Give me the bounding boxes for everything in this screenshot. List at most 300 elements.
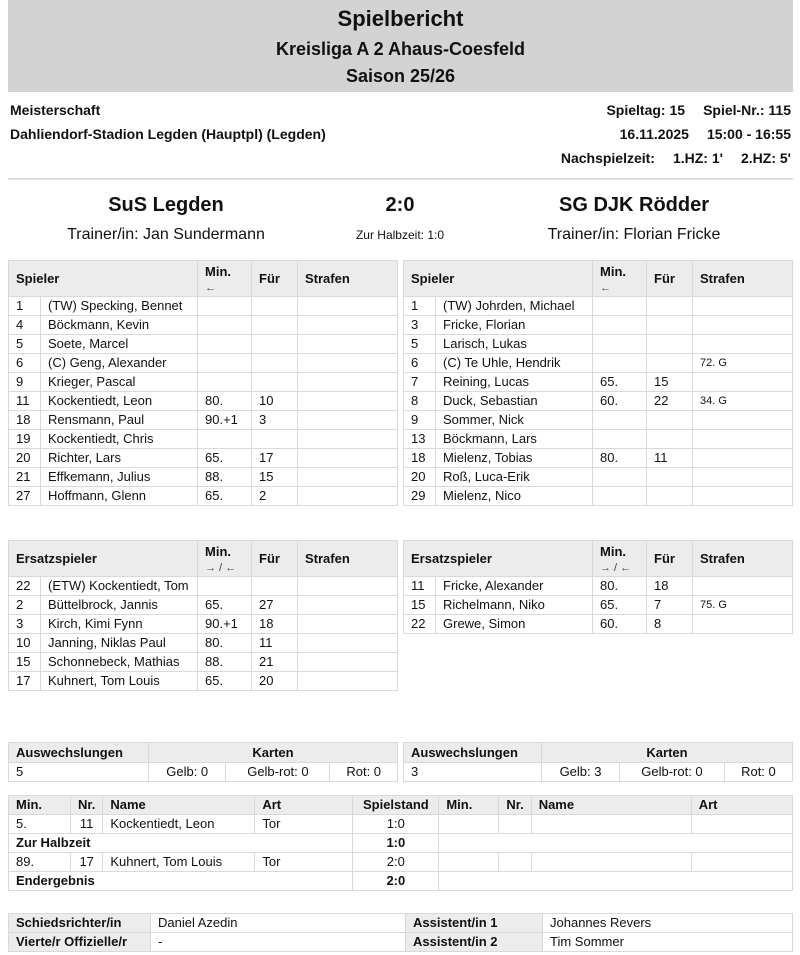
player-minute bbox=[593, 430, 647, 449]
player-row bbox=[404, 449, 793, 468]
home-subs-count: 5 bbox=[9, 763, 149, 782]
player-penalties bbox=[693, 335, 793, 354]
player-for: 15 bbox=[647, 373, 693, 392]
player-penalties bbox=[298, 672, 398, 691]
player-minute: 60. bbox=[593, 392, 647, 411]
player-number: 1 bbox=[404, 297, 436, 316]
player-name: Kockentiedt, Leon bbox=[41, 392, 198, 411]
player-for bbox=[647, 354, 693, 373]
officials-table bbox=[8, 913, 793, 952]
player-name: Sommer, Nick bbox=[436, 411, 593, 430]
player-for bbox=[252, 373, 298, 392]
away-event-cell bbox=[531, 853, 691, 872]
referee-label: Schiedsrichter/in bbox=[9, 914, 151, 933]
match-time: 15:00 - 16:55 bbox=[706, 126, 791, 142]
player-minute bbox=[593, 316, 647, 335]
player-minute bbox=[593, 411, 647, 430]
player-minute: 60. bbox=[593, 615, 647, 634]
player-minute bbox=[198, 297, 252, 316]
substitution-arrow-icon: → / ← bbox=[600, 561, 632, 574]
matchday: Spieltag: 15 bbox=[606, 102, 686, 118]
player-number: 1 bbox=[9, 297, 41, 316]
player-penalties bbox=[298, 468, 398, 487]
player-penalties bbox=[298, 449, 398, 468]
player-name: Duck, Sebastian bbox=[436, 392, 593, 411]
player-name: Larisch, Lukas bbox=[436, 335, 593, 354]
cards-header: Karten bbox=[149, 743, 398, 763]
col-header-player: Ersatzspieler bbox=[404, 541, 593, 577]
player-for bbox=[252, 430, 298, 449]
player-for bbox=[647, 468, 693, 487]
player-for: 10 bbox=[252, 392, 298, 411]
player-name: (TW) Specking, Bennet bbox=[41, 297, 198, 316]
player-name: Fricke, Florian bbox=[436, 316, 593, 335]
player-number: 3 bbox=[404, 316, 436, 335]
player-penalties bbox=[693, 468, 793, 487]
player-row bbox=[9, 577, 398, 596]
player-penalties bbox=[298, 596, 398, 615]
player-name: Janning, Niklas Paul bbox=[41, 634, 198, 653]
player-for: 17 bbox=[252, 449, 298, 468]
player-number: 6 bbox=[404, 354, 436, 373]
player-number: 2 bbox=[9, 596, 41, 615]
player-for: 7 bbox=[647, 596, 693, 615]
away-lineup-table bbox=[403, 260, 793, 506]
player-number: 15 bbox=[9, 653, 41, 672]
cards-header: Karten bbox=[542, 743, 793, 763]
player-row bbox=[404, 354, 793, 373]
home-red-cards: Rot: 0 bbox=[330, 763, 398, 782]
season: Saison 25/26 bbox=[345, 66, 456, 86]
player-name: Fricke, Alexander bbox=[436, 577, 593, 596]
away-name-header: Name bbox=[531, 796, 691, 815]
player-for bbox=[647, 430, 693, 449]
player-name: Richelmann, Niko bbox=[436, 596, 593, 615]
fourth-official-name: - bbox=[151, 933, 406, 952]
subs-header: Auswechslungen bbox=[9, 743, 149, 763]
player-minute: 80. bbox=[198, 634, 252, 653]
goal-row bbox=[9, 853, 793, 872]
player-number: 18 bbox=[9, 411, 41, 430]
player-number: 5 bbox=[9, 335, 41, 354]
player-penalties bbox=[693, 430, 793, 449]
player-penalties bbox=[298, 653, 398, 672]
summary-score: 2:0 bbox=[353, 872, 439, 891]
player-penalties: 72. G bbox=[693, 354, 793, 373]
player-for: 18 bbox=[252, 615, 298, 634]
player-for: 15 bbox=[252, 468, 298, 487]
player-row bbox=[9, 297, 398, 316]
player-number: 27 bbox=[9, 487, 41, 506]
col-header-minute bbox=[593, 261, 647, 297]
player-penalties bbox=[298, 335, 398, 354]
summary-row bbox=[9, 834, 793, 853]
event-player: Kockentiedt, Leon bbox=[103, 815, 255, 834]
player-number: 6 bbox=[9, 354, 41, 373]
home-name-header: Name bbox=[103, 796, 255, 815]
player-row bbox=[9, 468, 398, 487]
player-row bbox=[9, 373, 398, 392]
match-date: 16.11.2025 bbox=[619, 126, 689, 142]
event-type: Tor bbox=[255, 815, 353, 834]
player-number: 22 bbox=[404, 615, 436, 634]
player-number: 22 bbox=[9, 577, 41, 596]
stoppage-second-half: 2.HZ: 5' bbox=[740, 150, 791, 166]
home-nr-header: Nr. bbox=[71, 796, 103, 815]
col-header-minute bbox=[198, 261, 252, 297]
away-event-cell bbox=[499, 853, 531, 872]
away-event-cell bbox=[439, 853, 499, 872]
report-header bbox=[8, 0, 793, 92]
col-header-for: Für bbox=[647, 261, 693, 297]
away-subs-table bbox=[403, 540, 793, 634]
match-number: Spiel-Nr.: 115 bbox=[703, 102, 791, 118]
away-summary-cell bbox=[439, 872, 793, 891]
player-number: 21 bbox=[9, 468, 41, 487]
player-minute: 90.+1 bbox=[198, 615, 252, 634]
player-number: 20 bbox=[9, 449, 41, 468]
player-row bbox=[404, 297, 793, 316]
away-event-cell bbox=[439, 815, 499, 834]
player-row bbox=[9, 411, 398, 430]
player-name: Kirch, Kimi Fynn bbox=[41, 615, 198, 634]
fourth-official-label: Vierte/r Offizielle/r bbox=[9, 933, 151, 952]
player-for bbox=[647, 316, 693, 335]
subs-header: Auswechslungen bbox=[404, 743, 542, 763]
player-for bbox=[647, 297, 693, 316]
col-header-penalties: Strafen bbox=[298, 541, 398, 577]
player-name: Richter, Lars bbox=[41, 449, 198, 468]
player-minute: 65. bbox=[198, 449, 252, 468]
minute-label: Min. bbox=[205, 543, 231, 559]
away-nr-header: Nr. bbox=[499, 796, 531, 815]
player-for bbox=[252, 335, 298, 354]
player-row bbox=[9, 316, 398, 335]
player-name: Kuhnert, Tom Louis bbox=[41, 672, 198, 691]
player-row bbox=[404, 487, 793, 506]
player-row bbox=[404, 335, 793, 354]
home-team-name: SuS Legden bbox=[108, 194, 224, 216]
summary-row bbox=[9, 872, 793, 891]
player-row bbox=[9, 449, 398, 468]
player-penalties bbox=[693, 316, 793, 335]
player-for: 22 bbox=[647, 392, 693, 411]
home-subs-table bbox=[8, 540, 398, 691]
player-row bbox=[9, 487, 398, 506]
table-header-row bbox=[404, 261, 793, 297]
home-yellow-cards: Gelb: 0 bbox=[149, 763, 226, 782]
player-minute: 88. bbox=[198, 653, 252, 672]
event-minute: 89. bbox=[9, 853, 71, 872]
player-row bbox=[9, 392, 398, 411]
events-header-row bbox=[9, 796, 793, 815]
away-subs-count: 3 bbox=[404, 763, 542, 782]
substitution-arrow-icon: ← bbox=[600, 281, 611, 294]
final-score: 2:0 bbox=[385, 194, 415, 216]
home-art-header: Art bbox=[255, 796, 353, 815]
substitution-arrow-icon: ← bbox=[205, 281, 216, 294]
event-number: 11 bbox=[71, 815, 103, 834]
player-penalties bbox=[298, 373, 398, 392]
player-minute bbox=[198, 316, 252, 335]
player-number: 29 bbox=[404, 487, 436, 506]
player-row bbox=[9, 430, 398, 449]
goal-row bbox=[9, 815, 793, 834]
event-minute: 5. bbox=[9, 815, 71, 834]
player-number: 9 bbox=[9, 373, 41, 392]
col-header-for: Für bbox=[252, 261, 298, 297]
player-for bbox=[252, 297, 298, 316]
away-min-header: Min. bbox=[439, 796, 499, 815]
player-row bbox=[9, 634, 398, 653]
halftime-score: Zur Halbzeit: 1:0 bbox=[355, 228, 445, 242]
player-for: 18 bbox=[647, 577, 693, 596]
assistant1-name: Johannes Revers bbox=[543, 914, 793, 933]
player-row bbox=[404, 373, 793, 392]
player-name: (C) Geng, Alexander bbox=[41, 354, 198, 373]
player-row bbox=[9, 335, 398, 354]
player-number: 7 bbox=[404, 373, 436, 392]
substitution-arrow-icon: → / ← bbox=[205, 561, 237, 574]
player-penalties: 75. G bbox=[693, 596, 793, 615]
minute-label: Min. bbox=[600, 543, 626, 559]
player-penalties bbox=[298, 297, 398, 316]
player-name: Krieger, Pascal bbox=[41, 373, 198, 392]
col-header-penalties: Strafen bbox=[693, 541, 793, 577]
player-number: 18 bbox=[404, 449, 436, 468]
player-row bbox=[9, 596, 398, 615]
player-row bbox=[9, 354, 398, 373]
away-art-header: Art bbox=[691, 796, 792, 815]
col-header-for: Für bbox=[252, 541, 298, 577]
player-row bbox=[9, 653, 398, 672]
player-penalties bbox=[693, 577, 793, 596]
player-minute: 90.+1 bbox=[198, 411, 252, 430]
player-name: (TW) Johrden, Michael bbox=[436, 297, 593, 316]
player-name: (ETW) Kockentiedt, Tom bbox=[41, 577, 198, 596]
table-header-row bbox=[9, 261, 398, 297]
player-for: 21 bbox=[252, 653, 298, 672]
col-header-player: Spieler bbox=[9, 261, 198, 297]
player-minute bbox=[593, 354, 647, 373]
event-score: 1:0 bbox=[353, 815, 439, 834]
event-number: 17 bbox=[71, 853, 103, 872]
player-minute bbox=[593, 297, 647, 316]
referee-name: Daniel Azedin bbox=[151, 914, 406, 933]
player-penalties bbox=[693, 373, 793, 392]
player-minute bbox=[198, 373, 252, 392]
player-row bbox=[404, 468, 793, 487]
player-number: 11 bbox=[9, 392, 41, 411]
player-minute bbox=[198, 354, 252, 373]
player-name: (C) Te Uhle, Hendrik bbox=[436, 354, 593, 373]
player-number: 3 bbox=[9, 615, 41, 634]
player-name: Hoffmann, Glenn bbox=[41, 487, 198, 506]
home-lineup-table bbox=[8, 260, 398, 506]
player-number: 20 bbox=[404, 468, 436, 487]
player-number: 4 bbox=[9, 316, 41, 335]
away-event-cell bbox=[691, 815, 792, 834]
player-number: 13 bbox=[404, 430, 436, 449]
stoppage-label: Nachspielzeit: bbox=[560, 150, 655, 166]
player-number: 9 bbox=[404, 411, 436, 430]
player-penalties bbox=[298, 316, 398, 335]
col-header-minute bbox=[593, 541, 647, 577]
player-penalties bbox=[693, 297, 793, 316]
player-minute: 80. bbox=[198, 392, 252, 411]
player-minute: 65. bbox=[198, 672, 252, 691]
divider bbox=[8, 178, 793, 180]
player-number: 17 bbox=[9, 672, 41, 691]
minute-label: Min. bbox=[600, 263, 626, 279]
col-header-player: Ersatzspieler bbox=[9, 541, 198, 577]
player-penalties bbox=[298, 577, 398, 596]
player-penalties bbox=[298, 487, 398, 506]
player-name: Böckmann, Lars bbox=[436, 430, 593, 449]
home-yellow-red-cards: Gelb-rot: 0 bbox=[226, 763, 330, 782]
col-header-minute bbox=[198, 541, 252, 577]
player-row bbox=[404, 316, 793, 335]
assistant2-label: Assistent/in 2 bbox=[406, 933, 543, 952]
player-for: 3 bbox=[252, 411, 298, 430]
score-block bbox=[330, 192, 470, 248]
stoppage-first-half: 1.HZ: 1' bbox=[672, 150, 723, 166]
events-table bbox=[8, 795, 793, 891]
player-name: Rensmann, Paul bbox=[41, 411, 198, 430]
player-row bbox=[9, 672, 398, 691]
player-minute bbox=[593, 468, 647, 487]
player-for bbox=[647, 487, 693, 506]
report-title: Spielbericht bbox=[337, 6, 464, 31]
player-for: 11 bbox=[647, 449, 693, 468]
player-row bbox=[404, 577, 793, 596]
player-row bbox=[404, 411, 793, 430]
player-penalties bbox=[298, 411, 398, 430]
player-name: Mielenz, Nico bbox=[436, 487, 593, 506]
table-header-row bbox=[9, 541, 398, 577]
player-for bbox=[252, 354, 298, 373]
player-for: 2 bbox=[252, 487, 298, 506]
player-for bbox=[252, 316, 298, 335]
player-number: 11 bbox=[404, 577, 436, 596]
away-red-cards: Rot: 0 bbox=[724, 763, 792, 782]
player-minute: 80. bbox=[593, 577, 647, 596]
away-summary-table bbox=[403, 742, 793, 782]
away-event-cell bbox=[499, 815, 531, 834]
col-header-penalties: Strafen bbox=[693, 261, 793, 297]
player-penalties bbox=[298, 634, 398, 653]
col-header-player: Spieler bbox=[404, 261, 593, 297]
player-name: Soete, Marcel bbox=[41, 335, 198, 354]
player-minute bbox=[593, 335, 647, 354]
event-score: 2:0 bbox=[353, 853, 439, 872]
player-name: Büttelbrock, Jannis bbox=[41, 596, 198, 615]
col-header-for: Für bbox=[647, 541, 693, 577]
player-penalties bbox=[693, 411, 793, 430]
player-name: Roß, Luca-Erik bbox=[436, 468, 593, 487]
event-player: Kuhnert, Tom Louis bbox=[103, 853, 255, 872]
player-number: 5 bbox=[404, 335, 436, 354]
player-minute bbox=[593, 487, 647, 506]
minute-label: Min. bbox=[205, 263, 231, 279]
player-penalties bbox=[298, 615, 398, 634]
player-row bbox=[9, 615, 398, 634]
score-header: Spielstand bbox=[353, 796, 439, 815]
col-header-penalties: Strafen bbox=[298, 261, 398, 297]
player-for: 11 bbox=[252, 634, 298, 653]
player-minute: 88. bbox=[198, 468, 252, 487]
player-penalties bbox=[298, 430, 398, 449]
summary-label: Endergebnis bbox=[9, 872, 353, 891]
player-name: Böckmann, Kevin bbox=[41, 316, 198, 335]
home-summary-table bbox=[8, 742, 398, 782]
player-name: Schonnebeck, Mathias bbox=[41, 653, 198, 672]
player-for: 20 bbox=[252, 672, 298, 691]
event-type: Tor bbox=[255, 853, 353, 872]
player-penalties bbox=[298, 392, 398, 411]
venue: Dahliendorf-Stadion Legden (Hauptpl) (Legden) bbox=[10, 126, 326, 142]
player-for bbox=[252, 577, 298, 596]
table-header-row bbox=[404, 541, 793, 577]
away-trainer: Trainer/in: Florian Fricke bbox=[547, 226, 721, 243]
player-name: Kockentiedt, Chris bbox=[41, 430, 198, 449]
player-for bbox=[647, 335, 693, 354]
away-team bbox=[476, 192, 792, 248]
player-minute: 65. bbox=[198, 596, 252, 615]
player-penalties bbox=[693, 449, 793, 468]
away-team-name: SG DJK Rödder bbox=[558, 194, 710, 216]
away-yellow-cards: Gelb: 3 bbox=[542, 763, 620, 782]
player-number: 15 bbox=[404, 596, 436, 615]
player-row bbox=[404, 615, 793, 634]
summary-score: 1:0 bbox=[353, 834, 439, 853]
player-penalties bbox=[298, 354, 398, 373]
player-penalties bbox=[693, 487, 793, 506]
player-for: 27 bbox=[252, 596, 298, 615]
player-minute bbox=[198, 577, 252, 596]
player-number: 8 bbox=[404, 392, 436, 411]
player-for bbox=[647, 411, 693, 430]
player-row bbox=[404, 430, 793, 449]
player-number: 10 bbox=[9, 634, 41, 653]
away-summary-cell bbox=[439, 834, 793, 853]
away-yellow-red-cards: Gelb-rot: 0 bbox=[620, 763, 725, 782]
player-minute: 65. bbox=[593, 373, 647, 392]
player-minute: 80. bbox=[593, 449, 647, 468]
player-name: Reining, Lucas bbox=[436, 373, 593, 392]
player-name: Grewe, Simon bbox=[436, 615, 593, 634]
player-number: 19 bbox=[9, 430, 41, 449]
home-min-header: Min. bbox=[9, 796, 71, 815]
player-row bbox=[404, 392, 793, 411]
assistant1-label: Assistent/in 1 bbox=[406, 914, 543, 933]
player-minute: 65. bbox=[593, 596, 647, 615]
player-minute: 65. bbox=[198, 487, 252, 506]
away-event-cell bbox=[531, 815, 691, 834]
player-row bbox=[404, 596, 793, 615]
league-name: Kreisliga A 2 Ahaus-Coesfeld bbox=[275, 39, 526, 59]
player-for: 8 bbox=[647, 615, 693, 634]
home-team bbox=[8, 192, 324, 248]
player-name: Mielenz, Tobias bbox=[436, 449, 593, 468]
away-event-cell bbox=[691, 853, 792, 872]
player-minute bbox=[198, 430, 252, 449]
player-minute bbox=[198, 335, 252, 354]
player-penalties: 34. G bbox=[693, 392, 793, 411]
assistant2-name: Tim Sommer bbox=[543, 933, 793, 952]
player-name: Effkemann, Julius bbox=[41, 468, 198, 487]
player-penalties bbox=[693, 615, 793, 634]
